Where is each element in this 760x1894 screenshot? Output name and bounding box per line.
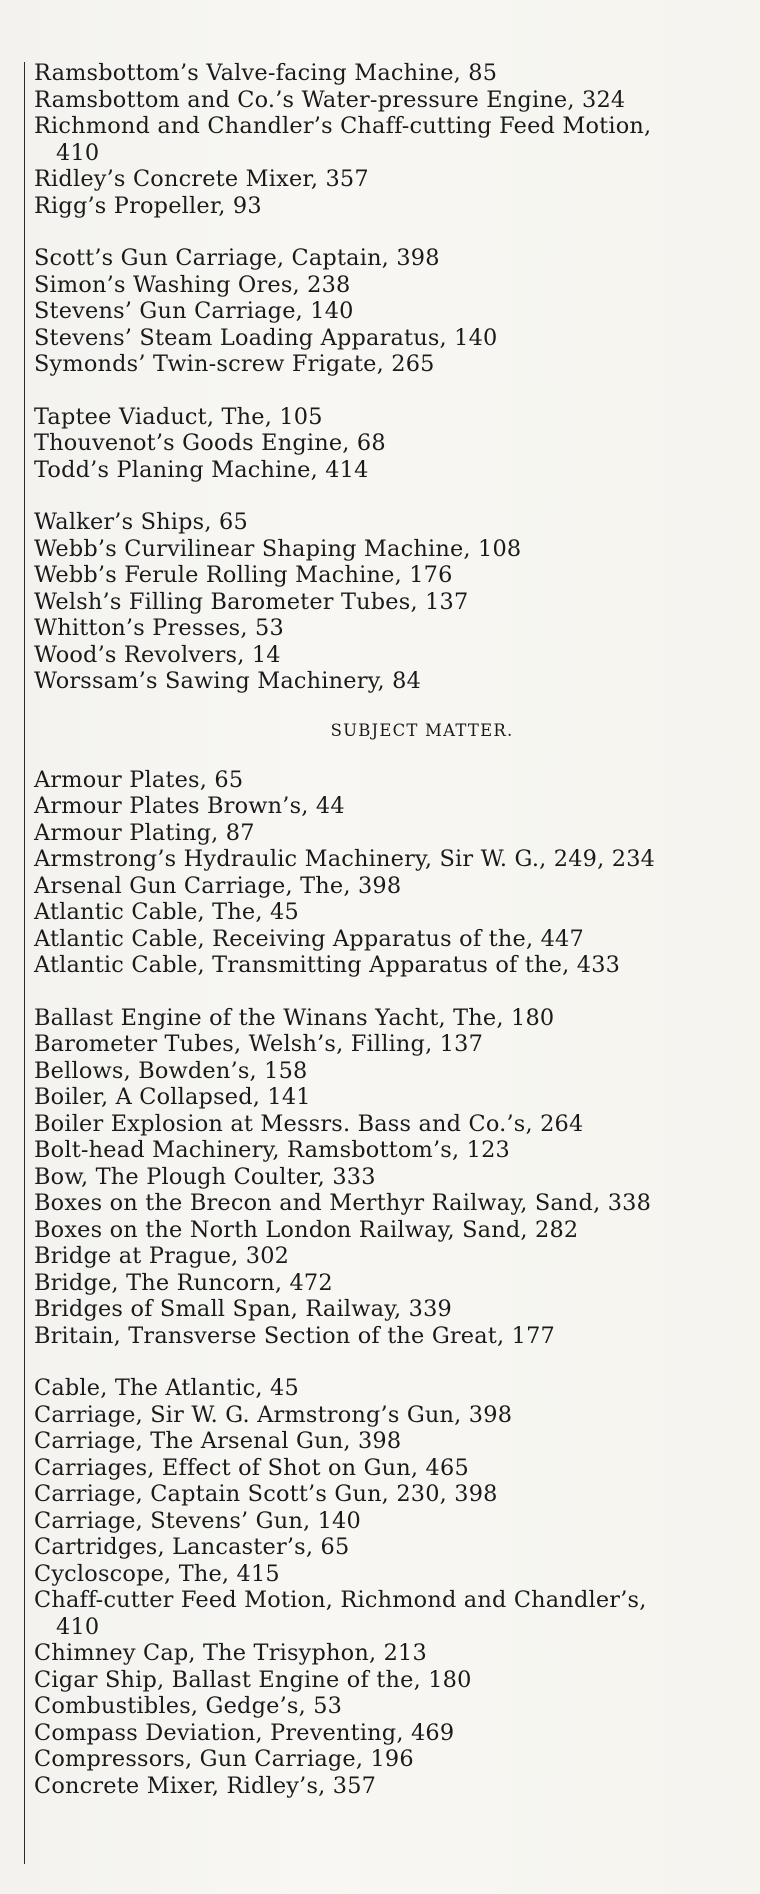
index-entry: Scott’s Gun Carriage, Captain, 398 xyxy=(34,245,440,271)
index-entry: Webb’s Ferule Rolling Machine, 176 xyxy=(34,562,453,588)
index-entry: Todd’s Planing Machine, 414 xyxy=(34,456,369,483)
index-entry: Armour Plates, 65 xyxy=(34,766,244,793)
index-entry: Atlantic Cable, Transmitting Apparatus of the, 433 xyxy=(34,952,621,978)
index-entry: Barometer Tubes, Welsh’s, Filling, 137 xyxy=(34,1031,484,1057)
index-entry: Worssam’s Sawing Machinery, 84 xyxy=(34,668,422,694)
index-entry: Bridge, The Runcorn, 472 xyxy=(34,1269,333,1296)
index-entry: Chimney Cap, The Trisyphon, 213 xyxy=(34,1640,427,1666)
index-entry: Concrete Mixer, Ridley’s, 357 xyxy=(34,1772,377,1799)
letter-group-gap xyxy=(34,483,750,509)
index-entry: Combustibles, Gedge’s, 53 xyxy=(34,1693,343,1719)
index-entry: Walker’s Ships, 65 xyxy=(34,509,248,535)
index-entry: Thouvenot’s Goods Engine, 68 xyxy=(34,430,386,456)
index-entry: Boiler Explosion at Messrs. Bass and Co.’s, 264 xyxy=(34,1110,584,1137)
index-entry: Whitton’s Presses, 53 xyxy=(34,615,284,641)
index-entry: Bridge at Prague, 302 xyxy=(34,1243,290,1269)
index-entry-continuation: 410 xyxy=(56,1613,100,1640)
index-entry: Carriage, Sir W. G. Armstrong’s Gun, 398 xyxy=(34,1401,513,1428)
index-entry: Bow, The Plough Coulter, 333 xyxy=(34,1163,376,1190)
index-entry: Carriage, Captain Scott’s Gun, 230, 398 xyxy=(34,1481,498,1507)
index-entry: Atlantic Cable, Receiving Apparatus of the, 447 xyxy=(34,925,584,952)
index-entry: Rigg’s Propeller, 93 xyxy=(34,192,262,219)
index-entry: Carriages, Effect of Shot on Gun, 465 xyxy=(34,1454,469,1481)
letter-group-gap xyxy=(34,979,750,1005)
letter-group-gap xyxy=(34,219,750,245)
index-entry: Symonds’ Twin-screw Frigate, 265 xyxy=(34,351,435,377)
index-entry: Bridges of Small Span, Railway, 339 xyxy=(34,1296,452,1322)
index-entry: Cycloscope, The, 415 xyxy=(34,1560,280,1587)
index-entry: Carriage, Stevens’ Gun, 140 xyxy=(34,1507,361,1534)
index-entry: Taptee Viaduct, The, 105 xyxy=(34,403,323,430)
index-entry: Chaff-cutter Feed Motion, Richmond and Chandler’s, xyxy=(34,1587,647,1613)
index-entry: Arsenal Gun Carriage, The, 398 xyxy=(34,872,402,899)
index-entry: Simon’s Washing Ores, 238 xyxy=(34,271,351,298)
index-entry: Armour Plating, 87 xyxy=(34,819,255,846)
index-entry: Armour Plates Brown’s, 44 xyxy=(34,793,345,819)
index-entry: Boiler, A Collapsed, 141 xyxy=(34,1084,311,1110)
letter-group-gap xyxy=(34,378,750,404)
index-entry: Boxes on the North London Railway, Sand, 282 xyxy=(34,1216,579,1243)
index-entry: Carriage, The Arsenal Gun, 398 xyxy=(34,1428,402,1454)
index-entry: Welsh’s Filling Barometer Tubes, 137 xyxy=(34,588,469,615)
section-heading: SUBJECT MATTER. xyxy=(330,720,514,740)
names-index-list xyxy=(34,60,750,695)
index-entry: Stevens’ Steam Loading Apparatus, 140 xyxy=(34,324,498,351)
subject-matter-list xyxy=(34,767,750,1800)
index-entry: Wood’s Revolvers, 14 xyxy=(34,641,281,668)
index-entry: Cigar Ship, Ballast Engine of the, 180 xyxy=(34,1666,472,1693)
index-entry: Webb’s Curvilinear Shaping Machine, 108 xyxy=(34,535,522,562)
index-entry: Bellows, Bowden’s, 158 xyxy=(34,1057,308,1084)
index-entry: Cable, The Atlantic, 45 xyxy=(34,1375,299,1401)
index-entry: Cartridges, Lancaster’s, 65 xyxy=(34,1534,350,1560)
index-entry: Britain, Transverse Section of the Great, 177 xyxy=(34,1322,555,1349)
index-entry: Ramsbottom’s Valve-facing Machine, 85 xyxy=(34,60,498,86)
index-entry: Armstrong’s Hydraulic Machinery, Sir W. G., 249, 234 xyxy=(34,846,656,872)
index-entry: Atlantic Cable, The, 45 xyxy=(34,899,299,925)
index-entry: Ramsbottom and Co.’s Water-pressure Engine, 324 xyxy=(34,86,626,113)
index-entry: Compass Deviation, Preventing, 469 xyxy=(34,1719,455,1746)
index-entry: Boxes on the Brecon and Merthyr Railway, Sand, 338 xyxy=(34,1190,652,1216)
index-entry: Stevens’ Gun Carriage, 140 xyxy=(34,298,354,324)
index-entry: Ridley’s Concrete Mixer, 357 xyxy=(34,166,369,192)
index-entry: Ballast Engine of the Winans Yacht, The, 180 xyxy=(34,1004,555,1031)
index-entry: Compressors, Gun Carriage, 196 xyxy=(34,1746,414,1772)
index-entry-continuation: 410 xyxy=(56,139,100,166)
index-entry: Bolt-head Machinery, Ramsbottom’s, 123 xyxy=(34,1137,510,1163)
index-column xyxy=(34,60,750,1799)
letter-group-gap xyxy=(34,1349,750,1375)
column-rule xyxy=(24,62,25,1864)
index-entry: Richmond and Chandler’s Chaff-cutting Feed Motion, xyxy=(34,113,652,139)
